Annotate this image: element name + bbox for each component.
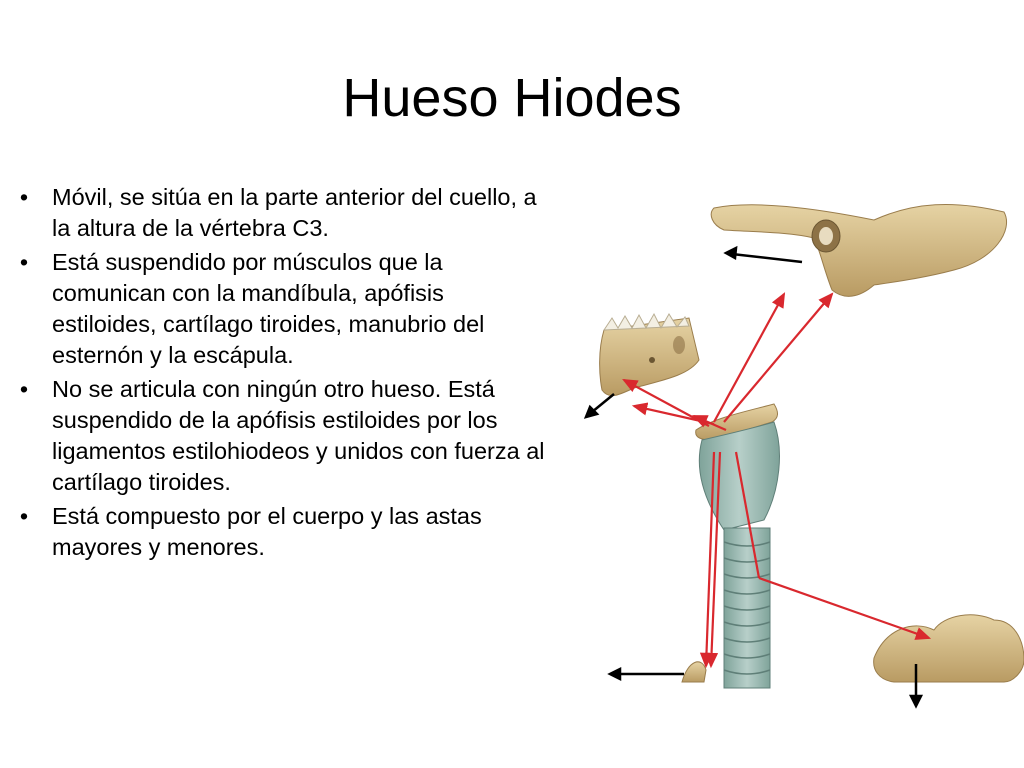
slide-title: Hueso Hiodes [342, 68, 682, 128]
bullet-item [14, 182, 550, 244]
sternum-icon [682, 662, 706, 682]
bullet-text: Está suspendido por músculos que la comunican con la mandíbula, apófisis estiloides, cartílago tiroides, manubrio del esternón y la escápula. [52, 249, 485, 368]
bullet-glyph: • [19, 503, 29, 529]
bullet-glyph: • [19, 249, 29, 275]
bullet-item [14, 501, 550, 563]
anatomy-illustration [574, 190, 1024, 720]
bullet-glyph: • [19, 184, 29, 210]
bullet-glyph: • [19, 376, 29, 402]
temporal-bone-icon [711, 204, 1006, 296]
scapula-icon [874, 615, 1024, 682]
bullet-text: No se articula con ningún otro hueso. Está suspendido de la apófisis estiloides por los ligamentos estilohiodeos y unidos con fuerza al cartílago tiroides. [52, 376, 545, 495]
mandible-icon [600, 314, 699, 396]
bullet-item [14, 374, 550, 498]
bullet-list [14, 182, 550, 566]
bullet-item [14, 247, 550, 371]
hyoid-anatomy-figure [574, 190, 1024, 720]
bullet-text: Está compuesto por el cuerpo y las astas mayores y menores. [52, 503, 482, 560]
bullet-text: Móvil, se sitúa en la parte anterior del cuello, a la altura de la vértebra C3. [52, 184, 537, 241]
